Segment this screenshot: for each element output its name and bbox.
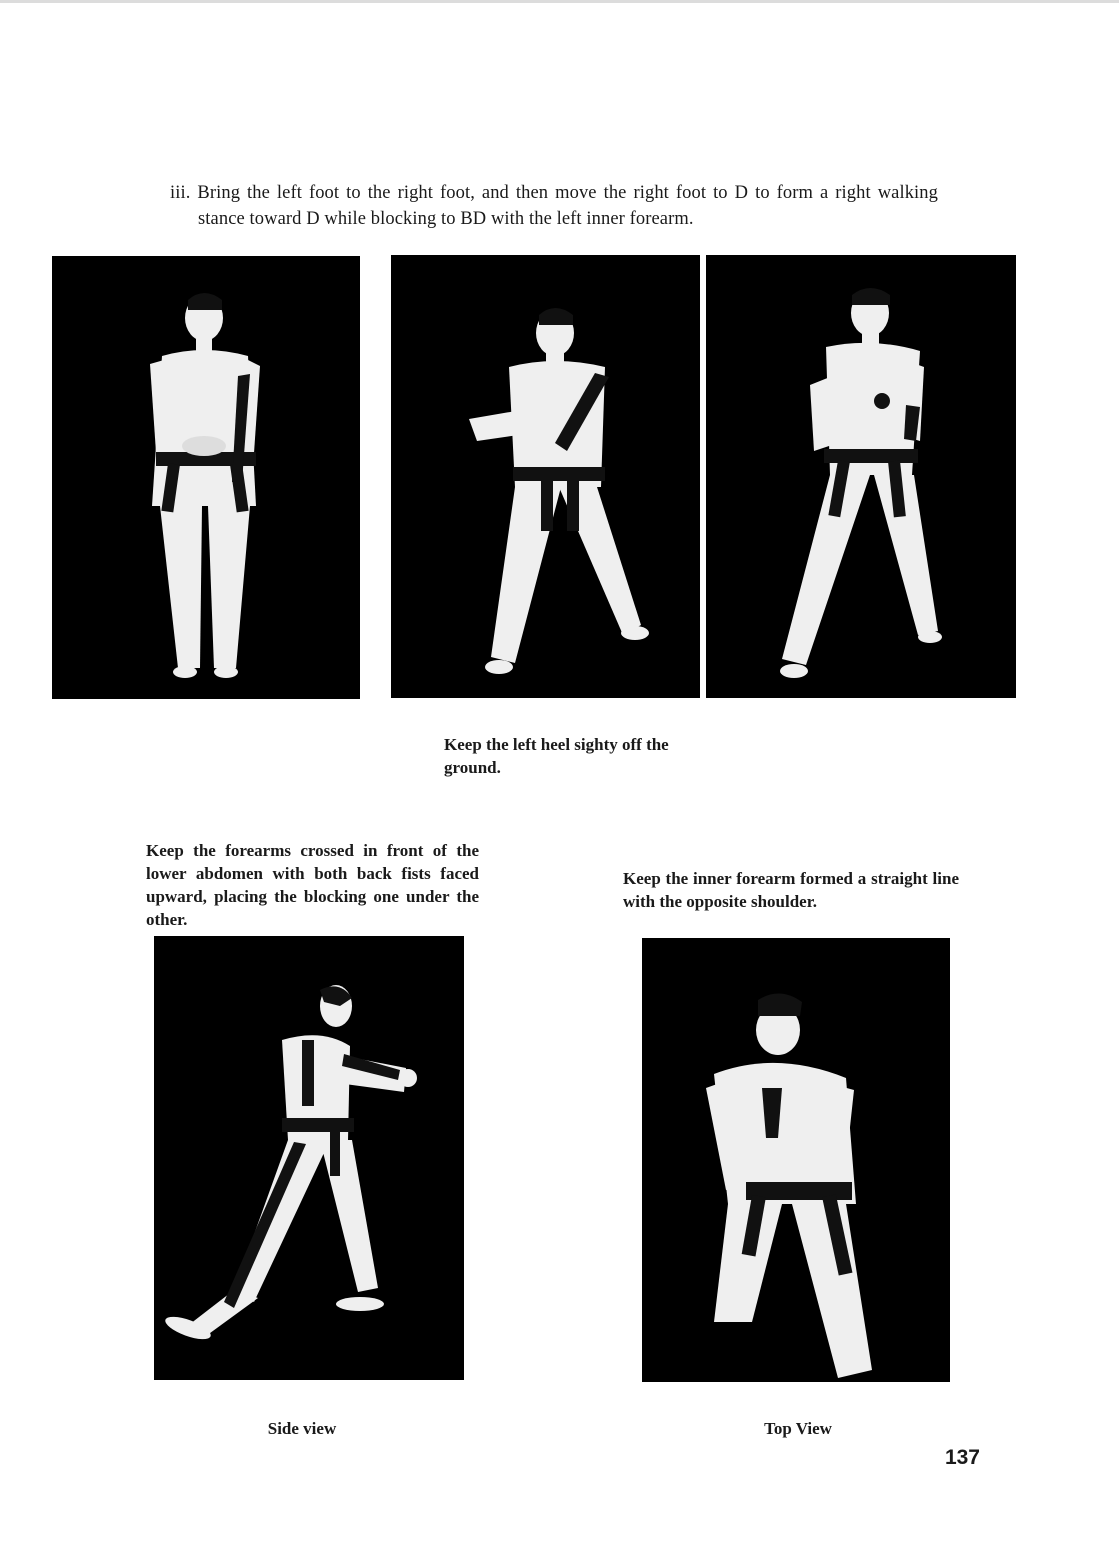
top-view-caption: Top View: [764, 1419, 832, 1438]
side-view-caption: Side view: [267, 1419, 337, 1438]
side-view-figure: [154, 936, 464, 1380]
page-number: 137: [944, 1446, 980, 1469]
forearms-caption: Keep the forearms crossed in front of the lower abdomen with both back fists faced upward, placing the blocking one under the other.: [146, 841, 479, 929]
inner-forearm-block-figure: [706, 255, 1016, 698]
instruction-paragraph: iii. Bring the left foot to the right foot, and then move the right foot to D to form a right walking stance toward D while blocking to BD with the left inner forearm.: [170, 182, 938, 229]
top-view-figure: [642, 938, 950, 1382]
side-view-photo: [154, 936, 464, 1380]
crossed-forearms-figure: [391, 255, 700, 698]
top-view-photo: [642, 938, 950, 1382]
ready-stance-figure: [52, 256, 360, 699]
ready-stance-photo: [52, 256, 360, 699]
inner-forearm-block-photo: [706, 255, 1016, 698]
heel-caption: Keep the left heel sighty off the ground.: [444, 735, 669, 777]
inner-forearm-caption: Keep the inner forearm formed a straight line with the opposite shoulder.: [623, 869, 959, 911]
page-top-edge: [0, 0, 1119, 3]
crossed-forearms-photo: [391, 255, 700, 698]
